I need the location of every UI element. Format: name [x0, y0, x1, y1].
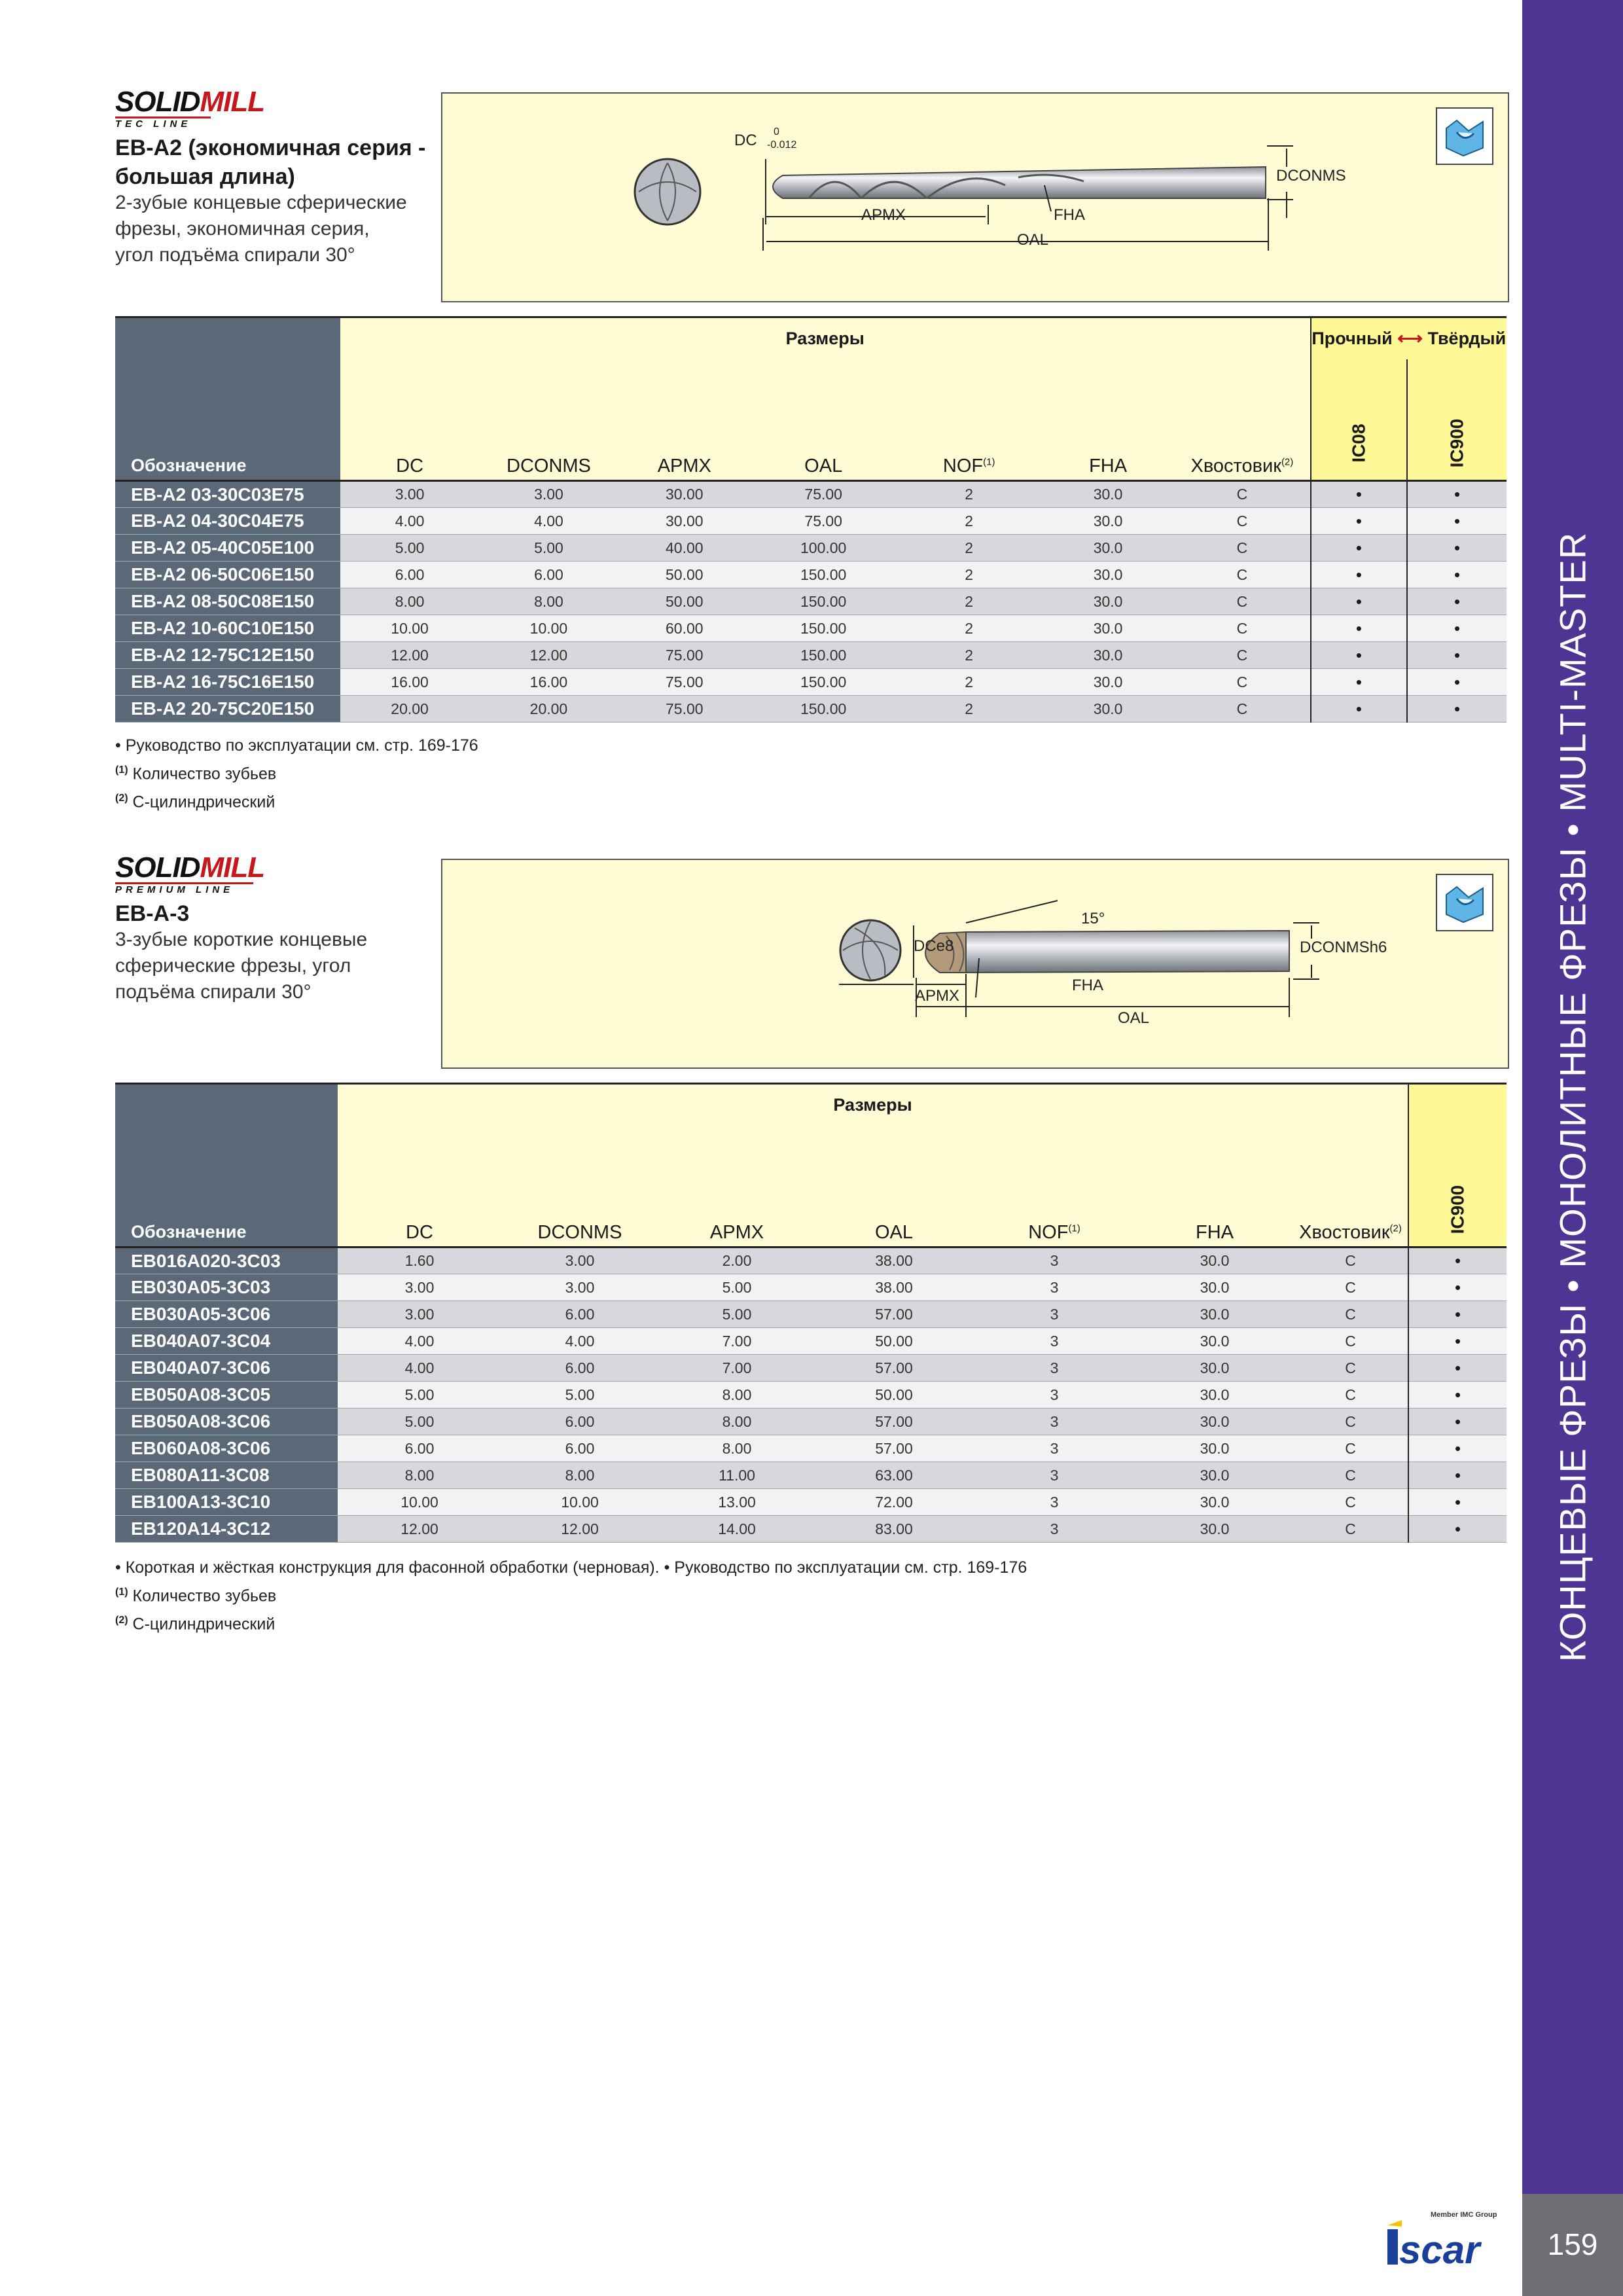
- grade-availability-cell: •: [1407, 615, 1507, 642]
- designation-cell: EB040A07-3C04: [115, 1328, 338, 1355]
- value-cell: 3: [972, 1408, 1136, 1435]
- iscar-wordmark-icon: [1385, 2219, 1516, 2271]
- table-row: [115, 1462, 1507, 1489]
- value-cell: 8.00: [340, 588, 479, 615]
- table-row: [115, 1489, 1507, 1516]
- value-cell: 30.0: [1136, 1355, 1293, 1382]
- grade-availability-cell: •: [1311, 562, 1408, 588]
- designation-cell: EB-A2 04-30C04E75: [115, 508, 340, 535]
- grade-availability-cell: •: [1311, 481, 1408, 508]
- value-cell: 8.00: [338, 1462, 501, 1489]
- value-cell: C: [1293, 1462, 1408, 1489]
- value-cell: 150.00: [751, 588, 897, 615]
- table-row: [115, 481, 1507, 508]
- note-line: $^{(2)}$ C-цилиндрический: [115, 793, 276, 812]
- value-cell: 16.00: [479, 669, 618, 696]
- grade-availability-cell: •: [1408, 1435, 1507, 1462]
- value-cell: 7.00: [658, 1328, 815, 1355]
- value-cell: C: [1293, 1435, 1408, 1462]
- value-cell: 150.00: [751, 642, 897, 669]
- product-title-1: EB-A2 (экономичная серия - большая длина): [115, 135, 426, 189]
- value-cell: 30.0: [1136, 1274, 1293, 1301]
- oal-label-1: OAL: [1017, 231, 1049, 249]
- grade-availability-cell: •: [1311, 508, 1408, 535]
- value-cell: 5.00: [338, 1408, 501, 1435]
- grade-availability-cell: •: [1311, 588, 1408, 615]
- angle-label-2: 15°: [1081, 910, 1105, 927]
- dc-tolerance-lower: -0.012: [767, 139, 797, 151]
- value-cell: 30.00: [618, 481, 751, 508]
- product-title-2: EB-A-3: [115, 901, 190, 926]
- value-cell: 20.00: [479, 696, 618, 723]
- table-row: [115, 1408, 1507, 1435]
- value-cell: 3: [972, 1328, 1136, 1355]
- value-cell: 12.00: [340, 642, 479, 669]
- dc-label-1: DC: [734, 132, 757, 149]
- value-cell: 12.00: [479, 642, 618, 669]
- designation-cell: EB-A2 12-75C12E150: [115, 642, 340, 669]
- table-row: [115, 696, 1507, 723]
- value-cell: 57.00: [815, 1301, 972, 1328]
- table-row: [115, 535, 1507, 562]
- table-row: [115, 562, 1507, 588]
- designation-cell: EB120A14-3C12: [115, 1516, 338, 1543]
- col-dconms: DCONMS: [501, 1126, 658, 1247]
- value-cell: 30.0: [1042, 642, 1174, 669]
- value-cell: 30.0: [1136, 1462, 1293, 1489]
- value-cell: 5.00: [658, 1301, 815, 1328]
- svg-text:scar: scar: [1399, 2228, 1480, 2271]
- designation-header: Обозначение: [115, 317, 340, 481]
- table-row: [115, 669, 1507, 696]
- value-cell: 2: [896, 588, 1042, 615]
- double-arrow-icon: ⟷: [1397, 328, 1423, 348]
- value-cell: 2: [896, 696, 1042, 723]
- product-description-1: 2-зубые концевые сферические фрезы, экономичная серия, угол подъёма спирали 30°: [115, 192, 407, 266]
- value-cell: 150.00: [751, 562, 897, 588]
- solidmill-logo-2: SOLIDMILL PREMIUM LINE: [115, 852, 265, 895]
- value-cell: C: [1293, 1301, 1408, 1328]
- value-cell: 4.00: [501, 1328, 658, 1355]
- value-cell: 2: [896, 615, 1042, 642]
- value-cell: 3: [972, 1301, 1136, 1328]
- fha-label-1: FHA: [1054, 206, 1085, 224]
- designation-header: Обозначение: [115, 1084, 338, 1247]
- designation-cell: EB050A08-3C06: [115, 1408, 338, 1435]
- value-cell: 30.0: [1042, 669, 1174, 696]
- value-cell: 150.00: [751, 669, 897, 696]
- notes-1: [115, 733, 1293, 815]
- value-cell: C: [1174, 562, 1310, 588]
- value-cell: 30.0: [1042, 481, 1174, 508]
- value-cell: 5.00: [479, 535, 618, 562]
- table-row: [115, 1355, 1507, 1382]
- value-cell: 72.00: [815, 1489, 972, 1516]
- value-cell: 5.00: [658, 1274, 815, 1301]
- grade-availability-cell: •: [1408, 1301, 1507, 1328]
- col-shank: Хвостовик$^{(2)}$: [1293, 1126, 1408, 1247]
- page-number-box: [1522, 2194, 1623, 2296]
- table-row: [115, 508, 1507, 535]
- value-cell: 100.00: [751, 535, 897, 562]
- value-cell: 3: [972, 1516, 1136, 1543]
- value-cell: 57.00: [815, 1408, 972, 1435]
- grade-availability-cell: •: [1311, 669, 1408, 696]
- grade-availability-cell: •: [1408, 1328, 1507, 1355]
- designation-cell: EB030A05-3C06: [115, 1301, 338, 1328]
- designation-cell: EB030A05-3C03: [115, 1274, 338, 1301]
- apmx-label-1: APMX: [861, 206, 906, 224]
- value-cell: 4.00: [479, 508, 618, 535]
- grade-availability-cell: •: [1408, 1355, 1507, 1382]
- grade-availability-cell: •: [1408, 1274, 1507, 1301]
- grade-availability-cell: •: [1311, 642, 1408, 669]
- designation-cell: EB080A11-3C08: [115, 1462, 338, 1489]
- table-row: [115, 1247, 1507, 1274]
- product-description-2: 3-зубые короткие концевые сферические фрезы, угол подъёма спирали 30°: [115, 929, 368, 1003]
- value-cell: 1.60: [338, 1247, 501, 1274]
- col-dc: DC: [338, 1126, 501, 1247]
- value-cell: 6.00: [501, 1408, 658, 1435]
- value-cell: C: [1174, 615, 1310, 642]
- grade-availability-cell: •: [1311, 696, 1408, 723]
- value-cell: 11.00: [658, 1462, 815, 1489]
- designation-cell: EB060A08-3C06: [115, 1435, 338, 1462]
- grade-availability-cell: •: [1407, 562, 1507, 588]
- value-cell: 10.00: [501, 1489, 658, 1516]
- value-cell: 3.00: [479, 481, 618, 508]
- value-cell: 2: [896, 481, 1042, 508]
- iscar-logo: [1385, 2211, 1516, 2270]
- value-cell: 6.00: [479, 562, 618, 588]
- value-cell: 3: [972, 1462, 1136, 1489]
- table-row: [115, 1328, 1507, 1355]
- value-cell: C: [1293, 1274, 1408, 1301]
- value-cell: 50.00: [815, 1382, 972, 1408]
- value-cell: 6.00: [501, 1301, 658, 1328]
- oal-label-2: OAL: [1118, 1009, 1150, 1027]
- col-fha: FHA: [1042, 359, 1174, 481]
- col-apmx: APMX: [618, 359, 751, 481]
- value-cell: 16.00: [340, 669, 479, 696]
- value-cell: 30.0: [1136, 1489, 1293, 1516]
- value-cell: C: [1174, 481, 1310, 508]
- table-row: [115, 1274, 1507, 1301]
- page-number: 159: [1547, 2227, 1598, 2261]
- col-nof: NOF$^{(1)}$: [896, 359, 1042, 481]
- value-cell: 5.00: [340, 535, 479, 562]
- value-cell: 57.00: [815, 1435, 972, 1462]
- value-cell: 75.00: [618, 669, 751, 696]
- value-cell: 13.00: [658, 1489, 815, 1516]
- value-cell: 150.00: [751, 615, 897, 642]
- note-line: • Короткая и жёсткая конструкция для фасонной обработки (черновая). • Руководство по эксплуатации см. стр. 169-176: [115, 1558, 1027, 1577]
- dconms-label-2: DCONMSh6: [1300, 939, 1387, 956]
- ball-mill-application-icon: [1436, 874, 1493, 931]
- value-cell: C: [1293, 1516, 1408, 1543]
- value-cell: 8.00: [501, 1462, 658, 1489]
- value-cell: 6.00: [340, 562, 479, 588]
- designation-cell: EB-A2 20-75C20E150: [115, 696, 340, 723]
- value-cell: 5.00: [501, 1382, 658, 1408]
- member-text: Member IMC Group: [1431, 2211, 1497, 2219]
- value-cell: 8.00: [658, 1435, 815, 1462]
- value-cell: 4.00: [340, 508, 479, 535]
- tool-diagram-1: [441, 92, 1509, 302]
- value-cell: 10.00: [479, 615, 618, 642]
- col-dc: DC: [340, 359, 479, 481]
- value-cell: C: [1174, 669, 1310, 696]
- grade-availability-cell: •: [1407, 535, 1507, 562]
- value-cell: 150.00: [751, 696, 897, 723]
- value-cell: 3: [972, 1382, 1136, 1408]
- grade-availability-cell: •: [1408, 1247, 1507, 1274]
- value-cell: 83.00: [815, 1516, 972, 1543]
- col-grade-ic900: IC900: [1407, 359, 1507, 481]
- value-cell: C: [1293, 1328, 1408, 1355]
- end-mill-drawing-1: [442, 94, 1508, 301]
- note-line: $^{(2)}$ C-цилиндрический: [115, 1615, 276, 1634]
- designation-cell: EB-A2 05-40C05E100: [115, 535, 340, 562]
- product-table-1: [115, 316, 1507, 723]
- value-cell: C: [1174, 642, 1310, 669]
- value-cell: 5.00: [338, 1382, 501, 1408]
- tool-diagram-2: [441, 859, 1509, 1069]
- designation-cell: EB040A07-3C06: [115, 1355, 338, 1382]
- value-cell: C: [1293, 1247, 1408, 1274]
- value-cell: 38.00: [815, 1247, 972, 1274]
- sizes-header: Размеры: [340, 317, 1311, 359]
- value-cell: C: [1174, 588, 1310, 615]
- designation-cell: EB016A020-3C03: [115, 1247, 338, 1274]
- value-cell: 30.0: [1136, 1408, 1293, 1435]
- col-grade-ic08: IC08: [1311, 359, 1408, 481]
- grade-availability-cell: •: [1407, 669, 1507, 696]
- dconms-label-1: DCONMS: [1276, 167, 1346, 185]
- value-cell: 30.0: [1042, 562, 1174, 588]
- value-cell: 50.00: [815, 1328, 972, 1355]
- value-cell: 8.00: [658, 1408, 815, 1435]
- dc-tolerance-upper: 0: [774, 126, 779, 137]
- value-cell: 2.00: [658, 1247, 815, 1274]
- col-oal: OAL: [751, 359, 897, 481]
- value-cell: 30.0: [1136, 1328, 1293, 1355]
- value-cell: 57.00: [815, 1355, 972, 1382]
- note-line: • Руководство по эксплуатации см. стр. 169-176: [115, 736, 478, 755]
- value-cell: C: [1293, 1355, 1408, 1382]
- value-cell: 30.00: [618, 508, 751, 535]
- hardness-scale-header: Прочный ⟷ Твёрдый: [1311, 317, 1507, 359]
- designation-cell: EB-A2 03-30C03E75: [115, 481, 340, 508]
- value-cell: 30.0: [1136, 1435, 1293, 1462]
- dc-label-2: DCe8: [914, 937, 954, 955]
- designation-cell: EB-A2 08-50C08E150: [115, 588, 340, 615]
- value-cell: 2: [896, 669, 1042, 696]
- value-cell: 2: [896, 562, 1042, 588]
- value-cell: 6.00: [501, 1355, 658, 1382]
- value-cell: 75.00: [751, 508, 897, 535]
- value-cell: 2: [896, 642, 1042, 669]
- value-cell: 75.00: [751, 481, 897, 508]
- value-cell: 30.0: [1136, 1247, 1293, 1274]
- value-cell: C: [1293, 1489, 1408, 1516]
- value-cell: 10.00: [340, 615, 479, 642]
- value-cell: 30.0: [1042, 588, 1174, 615]
- value-cell: C: [1293, 1408, 1408, 1435]
- product-table-2: [115, 1083, 1507, 1543]
- value-cell: 30.0: [1136, 1301, 1293, 1328]
- value-cell: 2: [896, 535, 1042, 562]
- value-cell: 30.0: [1042, 535, 1174, 562]
- col-fha: FHA: [1136, 1126, 1293, 1247]
- grade-availability-cell: •: [1311, 535, 1408, 562]
- fha-label-2: FHA: [1072, 977, 1103, 994]
- value-cell: 60.00: [618, 615, 751, 642]
- value-cell: 3.00: [340, 481, 479, 508]
- grade-availability-cell: •: [1407, 588, 1507, 615]
- grade-availability-cell: •: [1408, 1489, 1507, 1516]
- grade-availability-cell: •: [1407, 508, 1507, 535]
- value-cell: 6.00: [338, 1435, 501, 1462]
- table-row: [115, 1435, 1507, 1462]
- table-row: [115, 588, 1507, 615]
- side-category-text: КОНЦЕВЫЕ ФРЕЗЫ • МОНОЛИТНЫЕ ФРЕЗЫ • MULTI-MASTER: [1552, 531, 1594, 1662]
- value-cell: 12.00: [501, 1516, 658, 1543]
- col-shank: Хвостовик$^{(2)}$: [1174, 359, 1310, 481]
- value-cell: 30.0: [1136, 1382, 1293, 1408]
- value-cell: 63.00: [815, 1462, 972, 1489]
- designation-cell: EB-A2 16-75C16E150: [115, 669, 340, 696]
- value-cell: 8.00: [479, 588, 618, 615]
- col-grade-ic900: IC900: [1408, 1084, 1507, 1247]
- value-cell: 30.0: [1042, 508, 1174, 535]
- sizes-header: Размеры: [338, 1084, 1408, 1126]
- ball-mill-application-icon: [1436, 107, 1493, 165]
- value-cell: 14.00: [658, 1516, 815, 1543]
- designation-cell: EB100A13-3C10: [115, 1489, 338, 1516]
- col-nof: NOF$^{(1)}$: [972, 1126, 1136, 1247]
- value-cell: C: [1174, 508, 1310, 535]
- value-cell: 30.0: [1136, 1516, 1293, 1543]
- value-cell: 38.00: [815, 1274, 972, 1301]
- grade-availability-cell: •: [1408, 1408, 1507, 1435]
- value-cell: C: [1174, 535, 1310, 562]
- value-cell: 3: [972, 1355, 1136, 1382]
- table-row: [115, 1516, 1507, 1543]
- designation-cell: EB050A08-3C05: [115, 1382, 338, 1408]
- grade-availability-cell: •: [1408, 1462, 1507, 1489]
- table-row: [115, 615, 1507, 642]
- grade-availability-cell: •: [1407, 696, 1507, 723]
- grade-availability-cell: •: [1408, 1382, 1507, 1408]
- value-cell: 30.0: [1042, 615, 1174, 642]
- col-dconms: DCONMS: [479, 359, 618, 481]
- value-cell: C: [1174, 696, 1310, 723]
- note-line: $^{(1)}$ Количество зубьев: [115, 764, 277, 783]
- table-row: [115, 642, 1507, 669]
- grade-availability-cell: •: [1408, 1516, 1507, 1543]
- value-cell: 10.00: [338, 1489, 501, 1516]
- grade-availability-cell: •: [1407, 642, 1507, 669]
- value-cell: 3.00: [338, 1274, 501, 1301]
- end-mill-drawing-2: [442, 860, 1508, 1067]
- value-cell: C: [1293, 1382, 1408, 1408]
- value-cell: 75.00: [618, 642, 751, 669]
- grade-availability-cell: •: [1407, 481, 1507, 508]
- value-cell: 3: [972, 1247, 1136, 1274]
- value-cell: 75.00: [618, 696, 751, 723]
- value-cell: 4.00: [338, 1328, 501, 1355]
- value-cell: 4.00: [338, 1355, 501, 1382]
- value-cell: 30.0: [1042, 696, 1174, 723]
- designation-cell: EB-A2 06-50C06E150: [115, 562, 340, 588]
- value-cell: 50.00: [618, 562, 751, 588]
- table-row: [115, 1382, 1507, 1408]
- value-cell: 2: [896, 508, 1042, 535]
- grade-availability-cell: •: [1311, 615, 1408, 642]
- notes-2: [115, 1555, 1424, 1637]
- value-cell: 40.00: [618, 535, 751, 562]
- value-cell: 3.00: [338, 1301, 501, 1328]
- solidmill-logo-1: SOLIDMILL TEC LINE: [115, 86, 265, 130]
- col-apmx: APMX: [658, 1126, 815, 1247]
- col-oal: OAL: [815, 1126, 972, 1247]
- designation-cell: EB-A2 10-60C10E150: [115, 615, 340, 642]
- value-cell: 6.00: [501, 1435, 658, 1462]
- value-cell: 50.00: [618, 588, 751, 615]
- value-cell: 3: [972, 1489, 1136, 1516]
- value-cell: 8.00: [658, 1382, 815, 1408]
- value-cell: 12.00: [338, 1516, 501, 1543]
- value-cell: 3.00: [501, 1247, 658, 1274]
- value-cell: 3: [972, 1274, 1136, 1301]
- value-cell: 7.00: [658, 1355, 815, 1382]
- note-line: $^{(1)}$ Количество зубьев: [115, 1587, 277, 1605]
- value-cell: 3: [972, 1435, 1136, 1462]
- apmx-label-2: APMX: [915, 987, 960, 1005]
- value-cell: 3.00: [501, 1274, 658, 1301]
- value-cell: 20.00: [340, 696, 479, 723]
- table-row: [115, 1301, 1507, 1328]
